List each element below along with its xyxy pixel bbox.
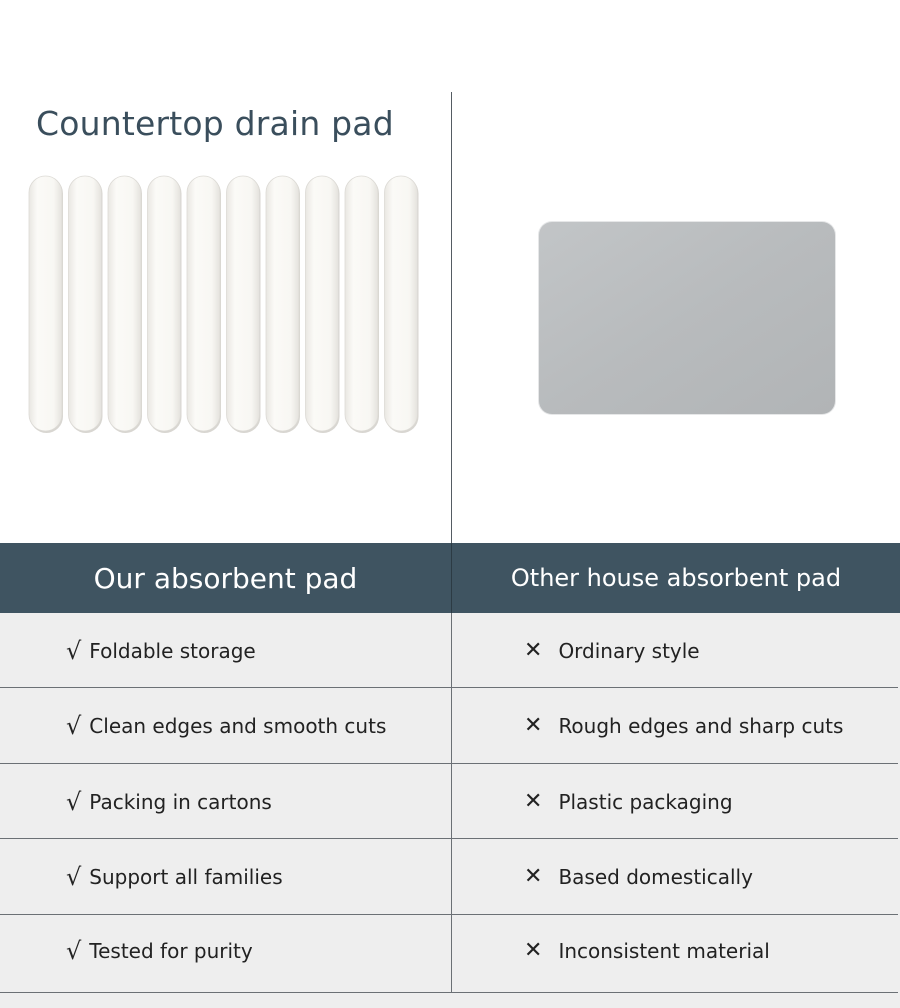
cross-icon: ✕	[524, 864, 543, 889]
other-feature-text: Ordinary style	[558, 638, 700, 663]
cross-icon: ✕	[524, 713, 543, 738]
our-feature-cell	[66, 764, 272, 839]
table-row	[0, 913, 900, 988]
our-feature-text: Packing in cartons	[89, 789, 272, 814]
pad-slat	[69, 176, 102, 431]
check-icon: √	[66, 936, 82, 965]
table-row	[0, 764, 900, 839]
table-row	[0, 688, 900, 763]
pad-slat	[385, 176, 418, 431]
other-feature-cell	[524, 613, 700, 688]
table-row	[0, 839, 900, 914]
column-divider-top	[451, 92, 452, 543]
pad-slat	[187, 176, 220, 431]
other-feature-text: Plastic packaging	[558, 789, 733, 814]
our-feature-cell	[66, 839, 283, 914]
other-feature-text: Based domestically	[558, 864, 753, 889]
pad-slat	[345, 176, 378, 431]
pad-slat	[148, 176, 181, 431]
product-title: Countertop drain pad	[36, 104, 394, 143]
pad-slat	[266, 176, 299, 431]
other-absorbent-pad-image	[534, 217, 840, 419]
check-icon: √	[66, 711, 82, 740]
comparison-table	[0, 613, 900, 1008]
row-separator	[0, 992, 898, 993]
our-feature-cell	[66, 913, 253, 988]
other-feature-text: Inconsistent material	[558, 938, 770, 963]
other-feature-cell	[524, 913, 770, 988]
check-icon: √	[66, 787, 82, 816]
cross-icon: ✕	[524, 938, 543, 963]
comparison-header	[0, 543, 900, 613]
other-feature-text: Rough edges and sharp cuts	[558, 713, 844, 738]
pad-slat	[306, 176, 339, 431]
pad-slat	[108, 176, 141, 431]
other-feature-cell	[524, 764, 733, 839]
check-icon: √	[66, 862, 82, 891]
cross-icon: ✕	[524, 638, 543, 663]
our-feature-text: Foldable storage	[89, 638, 256, 663]
check-icon: √	[66, 636, 82, 665]
our-feature-cell	[66, 613, 256, 688]
header-other-pad: Other house absorbent pad	[510, 564, 842, 592]
pad-slat	[227, 176, 260, 431]
pad-slat	[29, 176, 62, 431]
other-feature-cell	[524, 839, 753, 914]
our-feature-text: Support all families	[89, 864, 283, 889]
cross-icon: ✕	[524, 789, 543, 814]
other-feature-cell	[524, 688, 843, 763]
header-our-pad: Our absorbent pad	[93, 561, 358, 595]
table-row	[0, 613, 900, 688]
our-feature-text: Tested for purity	[89, 938, 253, 963]
our-feature-text: Clean edges and smooth cuts	[89, 713, 387, 738]
foldable-drain-pad-image	[26, 174, 422, 436]
our-feature-cell	[66, 688, 386, 763]
